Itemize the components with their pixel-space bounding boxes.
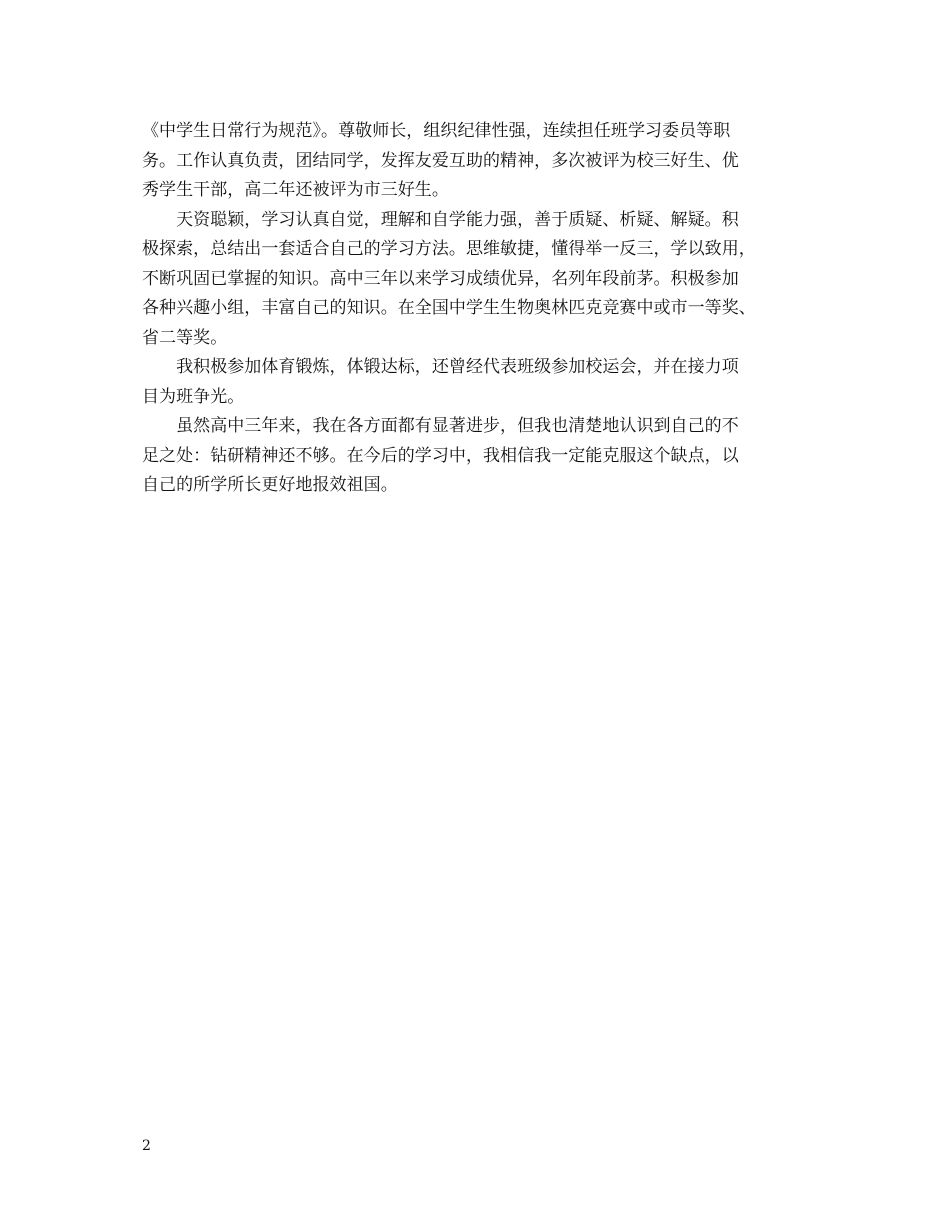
text-line: 秀学生干部，高二年还被评为市三好生。 [142, 180, 449, 200]
text-line: 省二等奖。 [142, 327, 228, 348]
text-line: 《中学生日常行为规范》。尊敬师长，组织纪律性强，连续担任班学习委员等职 [142, 121, 731, 141]
text-line: 虽然高中三年来，我在各方面都有显著进步，但我也清楚地认识到自己的不 [142, 416, 739, 436]
text-line: 不断巩固已掌握的知识。高中三年以来学习成绩优异，名列年段前茅。积极参加 [142, 268, 739, 289]
text-line: 目为班争光。 [142, 386, 245, 407]
page-number: 2 [142, 1138, 151, 1154]
text-line: 务。工作认真负责，团结同学，发挥友爱互助的精神，多次被评为校三好生、优 [142, 150, 739, 171]
document-body [142, 117, 810, 501]
text-line: 各种兴趣小组，丰富自己的知识。在全国中学生生物奥林匹克竞赛中或市一等奖、 [142, 298, 756, 318]
text-line: 天资聪颖，学习认真自觉，理解和自学能力强，善于质疑、析疑、解疑。积 [142, 209, 739, 230]
text-line: 足之处：钻研精神还不够。在今后的学习中，我相信我一定能克服这个缺点，以 [142, 445, 739, 466]
text-line: 自己的所学所长更好地报效祖国。 [142, 475, 398, 495]
text-line: 我积极参加体育锻炼，体锻达标，还曾经代表班级参加校运会，并在接力项 [142, 357, 739, 377]
text-line: 极探索，总结出一套适合自己的学习方法。思维敏捷，懂得举一反三，学以致用， [142, 239, 756, 259]
